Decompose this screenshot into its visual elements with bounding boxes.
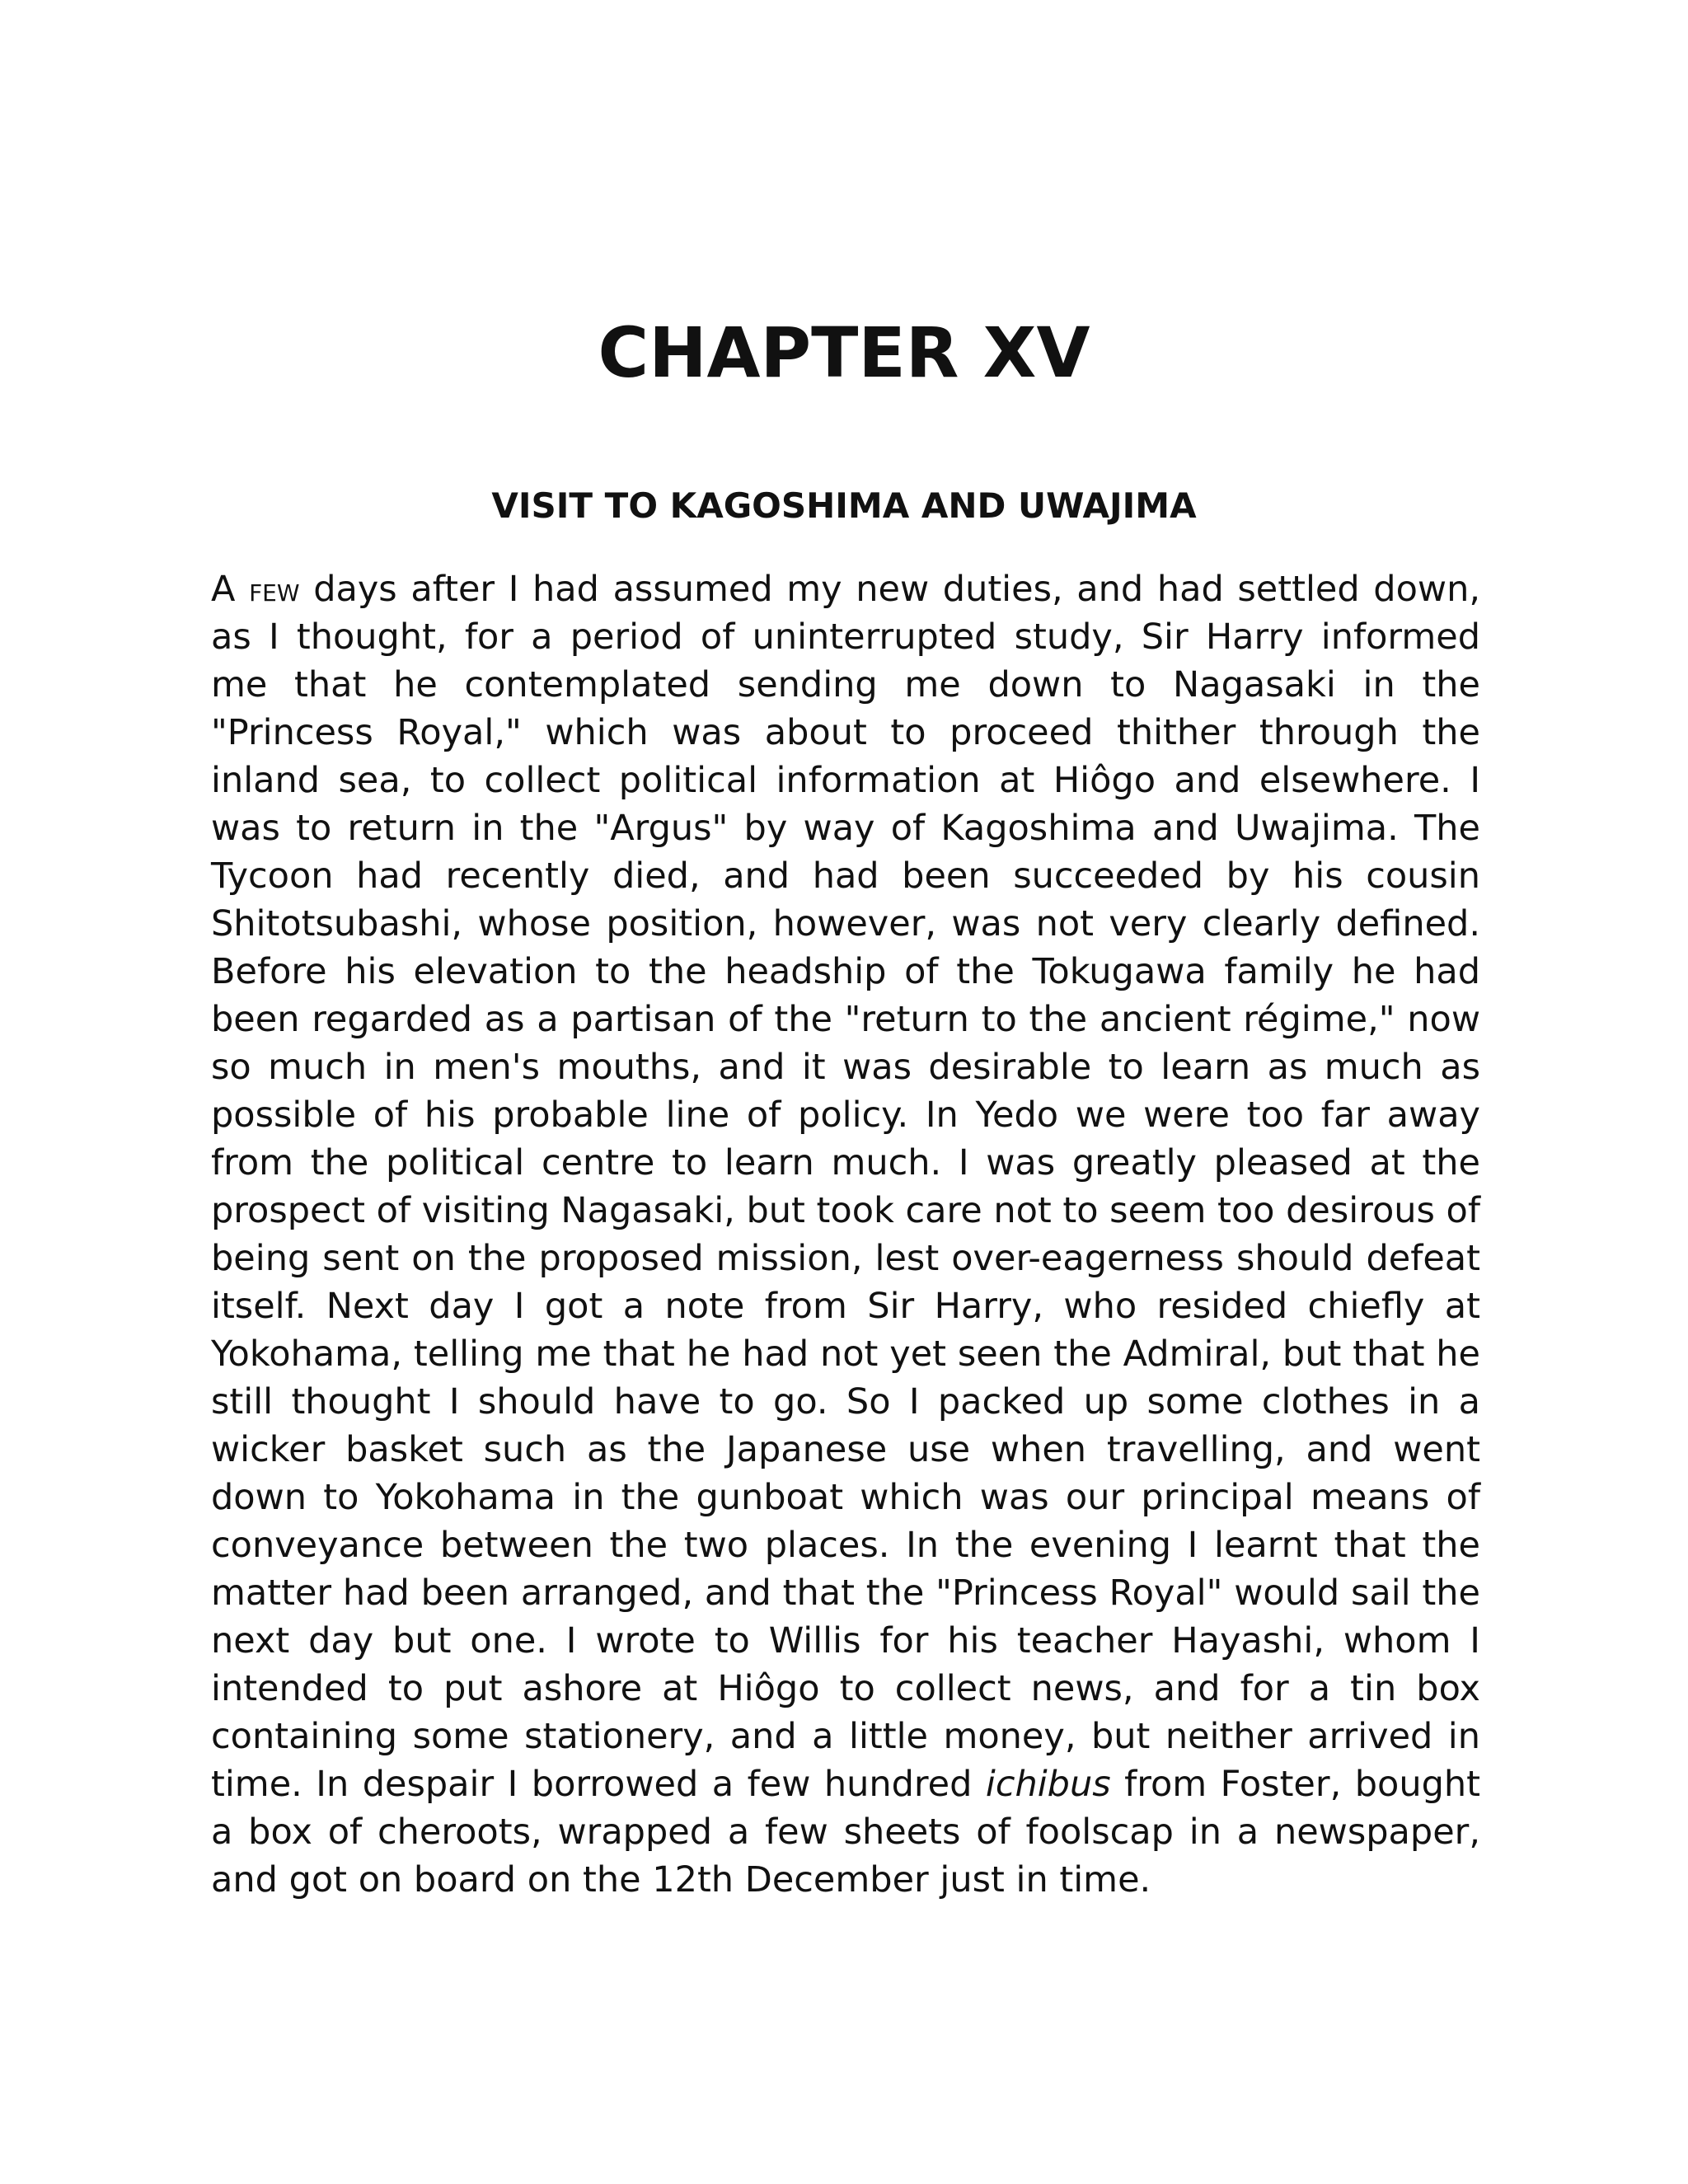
paragraph-line: being sent on the proposed mission, lest over-eagerness should defeat: [211, 1238, 1480, 1279]
opening-letter: A: [211, 569, 236, 610]
paragraph-line: Shitotsubashi, whose position, however, was not very clearly defined.: [211, 903, 1480, 944]
paragraph-line-first: [211, 565, 1480, 613]
paragraph-line: still thought I should have to go. So I packed up some clothes in a: [211, 1381, 1480, 1422]
paragraph-line: prospect of visiting Nagasaki, but took care not to seem too desirous of: [211, 1190, 1480, 1231]
paragraph-line: [211, 1760, 1480, 1808]
paragraph-line: wicker basket such as the Japanese use when travelling, and went: [211, 1429, 1480, 1470]
paragraph-line: was to return in the "Argus" by way of Kagoshima and Uwajima. The: [211, 808, 1480, 849]
chapter-title: CHAPTER XV: [598, 312, 1090, 393]
paragraph-line: itself. Next day I got a note from Sir Harry, who resided chiefly at: [211, 1286, 1480, 1327]
paragraph-line: been regarded as a partisan of the "return to the ancient régime," now: [211, 999, 1480, 1040]
paragraph-line: so much in men's mouths, and it was desirable to learn as much as: [211, 1047, 1480, 1088]
paragraph-line: from the political centre to learn much. I was greatly pleased at the: [211, 1142, 1480, 1183]
paragraph-line: as I thought, for a period of uninterrupted study, Sir Harry informed: [211, 616, 1480, 658]
paragraph-line: me that he contemplated sending me down to Nagasaki in the: [211, 664, 1480, 705]
paragraph-line: Yokohama, telling me that he had not yet seen the Admiral, but that he: [211, 1333, 1480, 1375]
paragraph-line: containing some stationery, and a little money, but neither arrived in: [211, 1716, 1480, 1757]
chapter-subtitle: VISIT TO KAGOSHIMA AND UWAJIMA: [491, 485, 1197, 526]
paragraph-line-text: days after I had assumed my new duties, and had settled down,: [299, 569, 1480, 610]
paragraph-line: matter had been arranged, and that the "Princess Royal" would sail the: [211, 1572, 1480, 1614]
paragraph-line: Before his elevation to the headship of the Tokugawa family he had: [211, 951, 1480, 992]
paragraph-line: a box of cheroots, wrapped a few sheets of foolscap in a newspaper,: [211, 1811, 1480, 1853]
paragraph-line: Tycoon had recently died, and had been succeeded by his cousin: [211, 855, 1480, 897]
paragraph-line: intended to put ashore at Hiôgo to collect news, and for a tin box: [211, 1668, 1480, 1709]
line-text-before-italic: time. In despair I borrowed a few hundred: [211, 1764, 986, 1805]
paragraph-line: inland sea, to collect political information at Hiôgo and elsewhere. I: [211, 760, 1480, 801]
paragraph-line-last: and got on board on the 12th December just in time.: [211, 1859, 1151, 1900]
paragraph-line: "Princess Royal," which was about to proceed thither through the: [211, 712, 1480, 753]
opening-smallcaps-word: few: [249, 571, 300, 609]
paragraph-line: conveyance between the two places. In the evening I learnt that the: [211, 1525, 1480, 1566]
line-text-after-italic: from Foster, bought: [1110, 1764, 1480, 1805]
paragraph-line: possible of his probable line of policy. In Yedo we were too far away: [211, 1094, 1480, 1136]
body-paragraph: [211, 565, 1480, 1904]
paragraph-line: down to Yokohama in the gunboat which was our principal means of: [211, 1477, 1480, 1518]
paragraph-line: next day but one. I wrote to Willis for his teacher Hayashi, whom I: [211, 1620, 1480, 1661]
italic-word: ichibus: [985, 1764, 1111, 1805]
